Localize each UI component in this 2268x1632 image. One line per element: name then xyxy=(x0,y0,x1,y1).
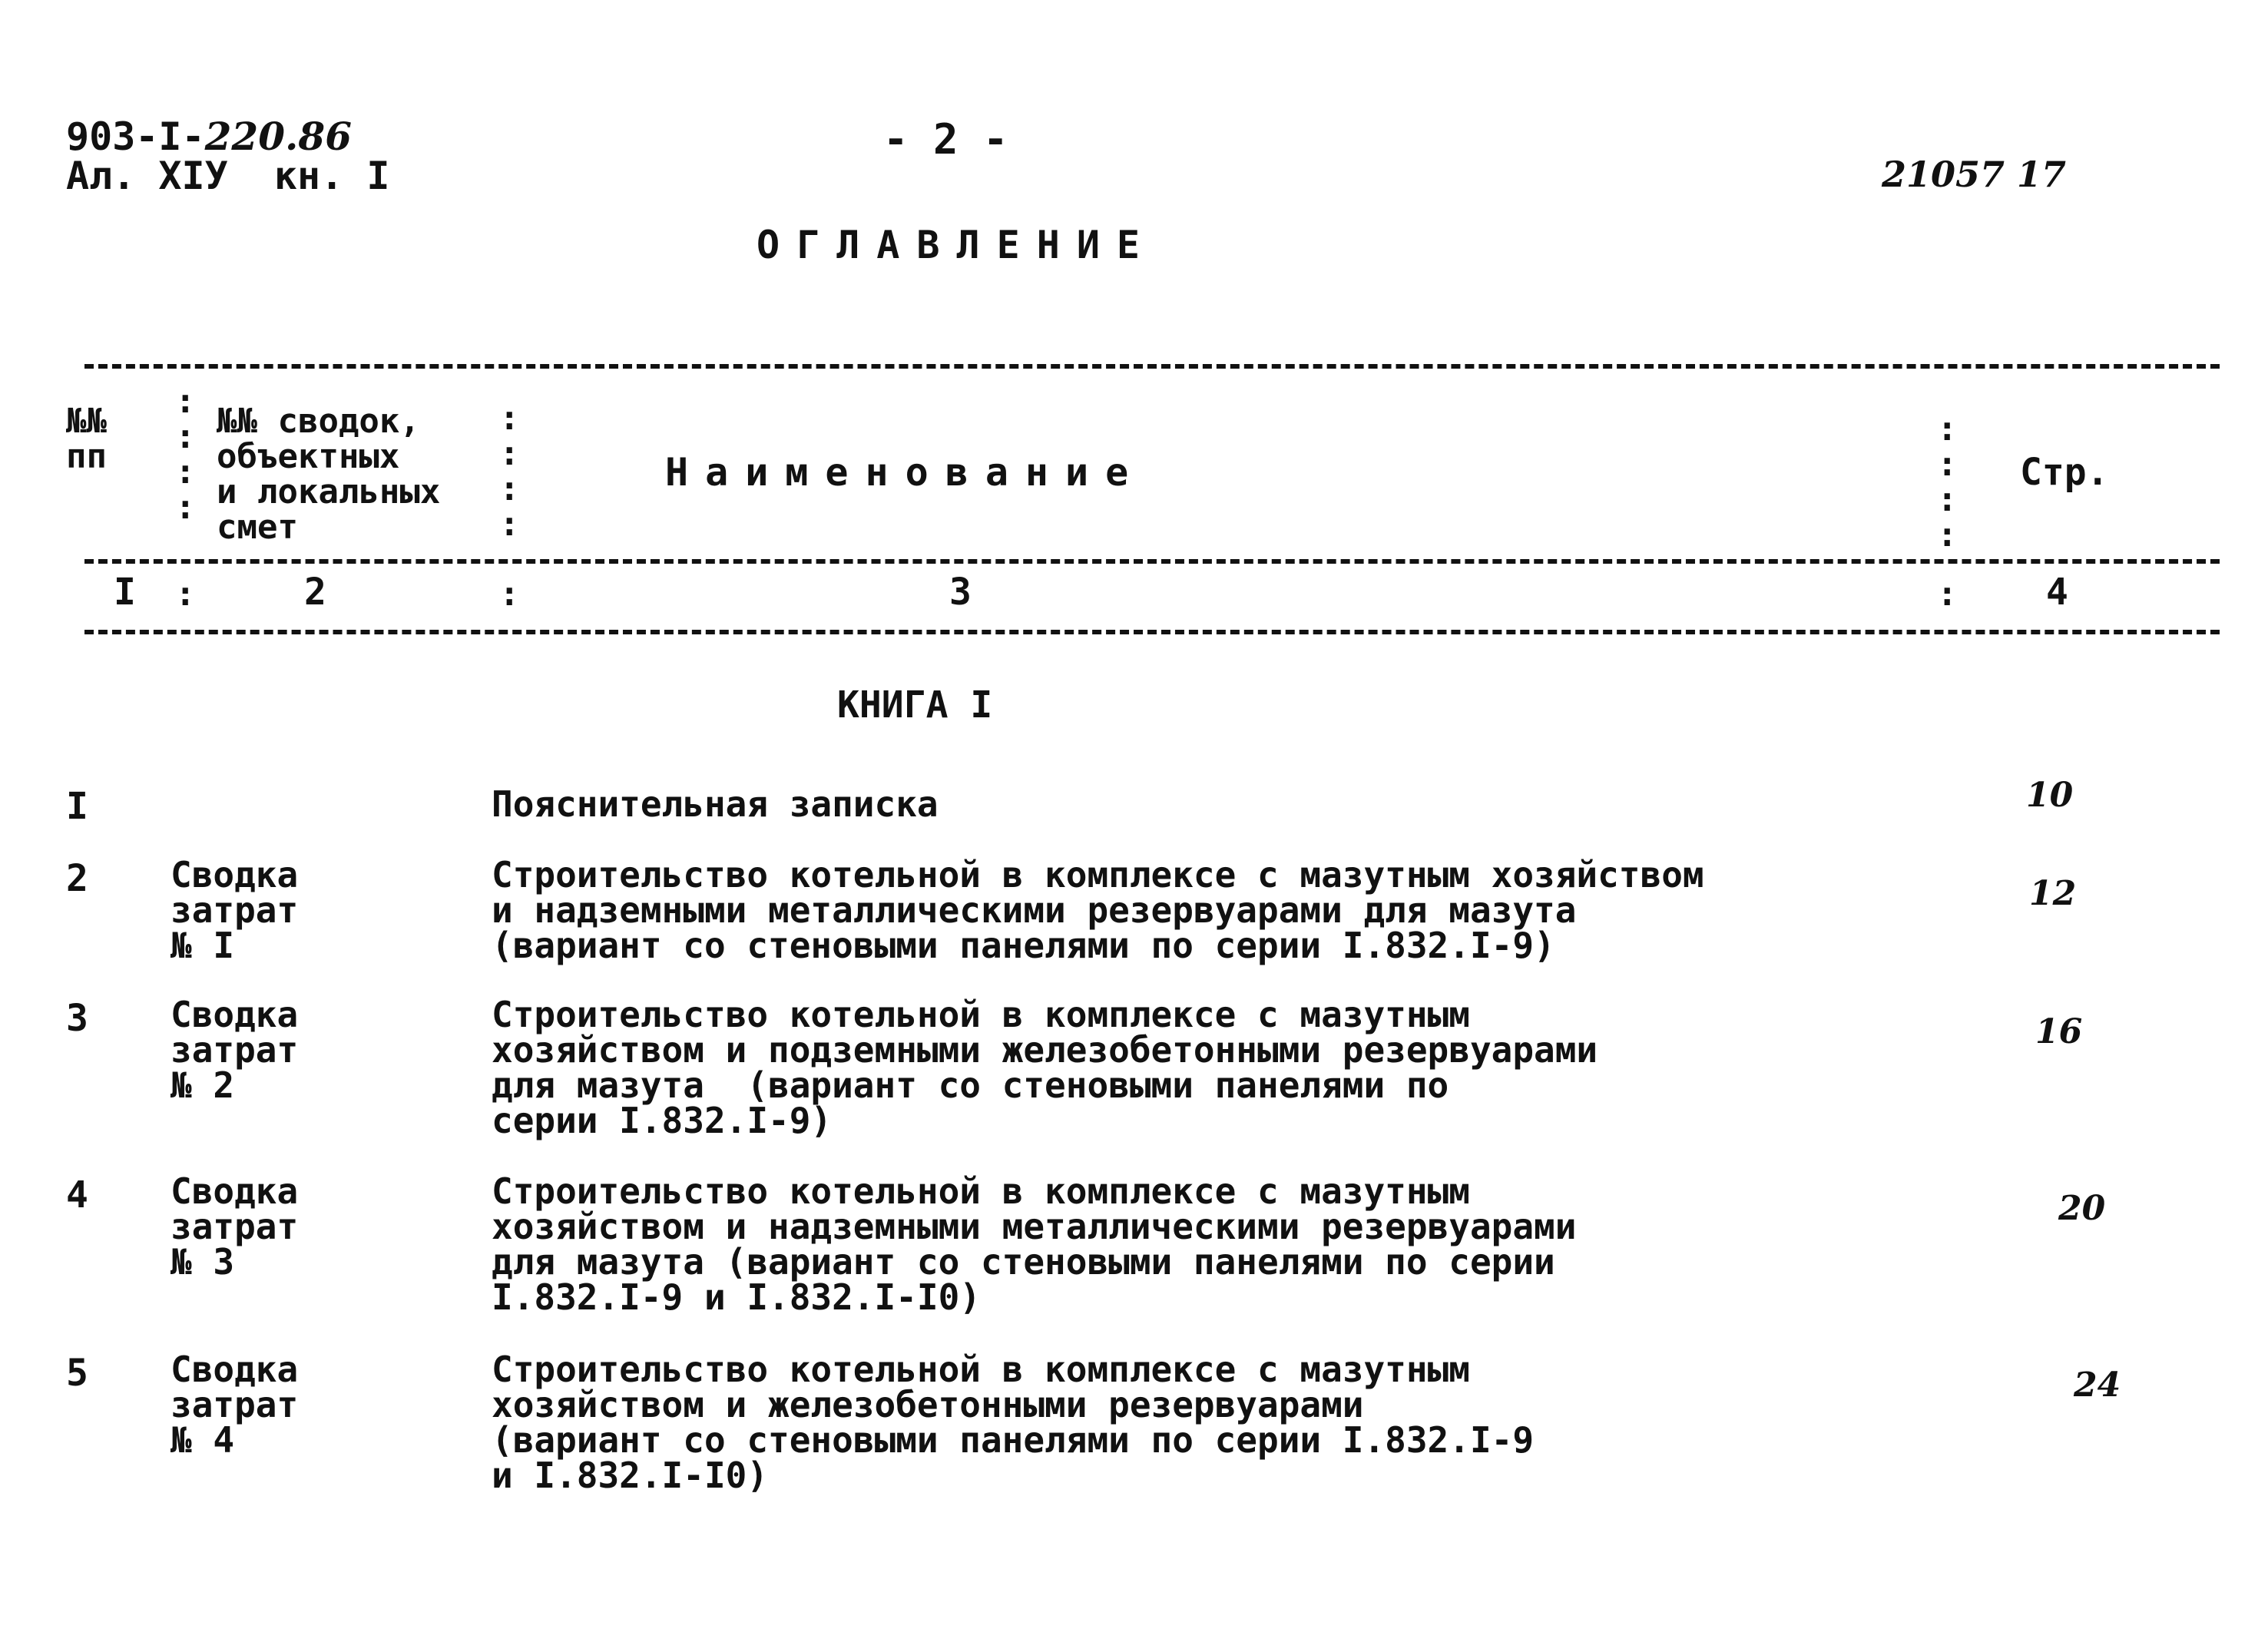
header-top-rule xyxy=(84,364,2220,369)
row-summary-line: № I xyxy=(171,925,235,966)
document-code xyxy=(66,114,352,159)
col-estimates-header-line: смет xyxy=(217,508,298,547)
index-separator: : xyxy=(175,574,196,614)
page-title: ОГЛАВЛЕНИЕ xyxy=(757,223,1157,267)
col-estimates-header xyxy=(217,404,440,545)
row-title-line: Строительство котельной в комплексе с мазутным xyxy=(492,1349,1470,1390)
row-page: 10 xyxy=(2026,776,2074,815)
header-bottom-rule xyxy=(84,630,2220,634)
row-summary-line: Сводка xyxy=(171,1349,299,1390)
row-summary-line: Сводка xyxy=(171,854,299,895)
row-page: 16 xyxy=(2035,1012,2083,1051)
header-separator: : : : : xyxy=(175,382,196,527)
row-summary-line: Сводка xyxy=(171,994,299,1035)
row-summary-line: Сводка xyxy=(171,1170,299,1212)
row-title-line: хозяйством и железобетонными резервуарами xyxy=(492,1384,1364,1425)
index-separator: : xyxy=(499,574,520,614)
row-title-line: хозяйством и подземными железобетонными резервуарами xyxy=(492,1029,1598,1071)
row-title-line: Строительство котельной в комплексе с мазутным xyxy=(492,1170,1470,1212)
header-separator: : : : : xyxy=(1937,409,1958,554)
col-number-header-line2: пп xyxy=(66,437,107,476)
row-title-line: и I.832.I-I0) xyxy=(492,1455,769,1496)
row-summary-line: № 4 xyxy=(171,1419,235,1461)
col-name-index: 3 xyxy=(949,571,972,614)
row-number: I xyxy=(66,785,88,828)
header-separator: : : : : xyxy=(499,399,520,544)
col-page-index: 4 xyxy=(2046,571,2068,614)
row-title-line: для мазута (вариант со стеновыми панелями по серии xyxy=(492,1241,1555,1283)
document-code-prefix: 903-I- xyxy=(66,114,205,159)
row-title-line: (вариант со стеновыми панелями по серии I.832.I-9 xyxy=(492,1419,1535,1461)
row-summary xyxy=(171,854,299,966)
row-title-line: серии I.832.I-9) xyxy=(492,1100,833,1141)
document-code-handwritten: 220.86 xyxy=(204,114,352,159)
row-page: 20 xyxy=(2058,1189,2106,1228)
row-page: 24 xyxy=(2074,1366,2121,1405)
row-number: 5 xyxy=(66,1352,88,1395)
row-title-line: Строительство котельной в комплексе с мазутным xyxy=(492,994,1470,1035)
col-name-header: Наименование xyxy=(665,450,1146,495)
col-number-index: I xyxy=(114,571,136,614)
col-estimates-index: 2 xyxy=(304,571,326,614)
row-number: 3 xyxy=(66,997,88,1040)
row-summary-line: затрат xyxy=(171,1384,299,1425)
row-title-line: для мазута (вариант со стеновыми панелями по xyxy=(492,1064,1449,1106)
row-title-line: I.832.I-9 и I.832.I-I0) xyxy=(492,1276,981,1318)
row-title-line: Пояснительная записка xyxy=(492,783,939,825)
row-summary xyxy=(171,1170,299,1283)
row-page: 12 xyxy=(2029,874,2077,913)
row-title xyxy=(492,1349,1535,1496)
page-number: - 2 - xyxy=(883,115,1008,164)
col-estimates-header-line: и локальных xyxy=(217,472,441,511)
row-summary xyxy=(171,994,299,1106)
col-number-header-line1: №№ xyxy=(66,402,107,441)
section-title: КНИГА I xyxy=(837,684,993,727)
album-line: Ал. XIУ кн. I xyxy=(66,154,390,198)
row-summary-line: № 2 xyxy=(171,1064,235,1106)
row-summary xyxy=(171,1349,299,1461)
col-page-header: Стр. xyxy=(2020,451,2109,494)
col-estimates-header-line: №№ сводок, xyxy=(217,402,420,441)
row-summary-line: затрат xyxy=(171,1206,299,1247)
row-number: 4 xyxy=(66,1174,88,1217)
row-title-line: и надземными металлическими резервуарами для мазута xyxy=(492,889,1577,931)
row-title xyxy=(492,854,1704,966)
row-title-line: (вариант со стеновыми панелями по серии I.832.I-9) xyxy=(492,925,1555,966)
row-title xyxy=(492,783,939,825)
row-summary-line: затрат xyxy=(171,1029,299,1071)
row-summary-line: № 3 xyxy=(171,1241,235,1283)
col-estimates-header-line: объектных xyxy=(217,437,400,476)
row-number: 2 xyxy=(66,857,88,900)
index-separator: : xyxy=(1937,574,1958,614)
col-number-header xyxy=(66,404,107,475)
row-title-line: хозяйством и надземными металлическими резервуарами xyxy=(492,1206,1577,1247)
row-title xyxy=(492,994,1598,1141)
row-summary-line: затрат xyxy=(171,889,299,931)
row-title-line: Строительство котельной в комплексе с мазутным хозяйством xyxy=(492,854,1704,895)
row-title xyxy=(492,1170,1577,1318)
header-middle-rule xyxy=(84,559,2220,564)
inventory-number: 21057 17 xyxy=(1882,154,2067,195)
